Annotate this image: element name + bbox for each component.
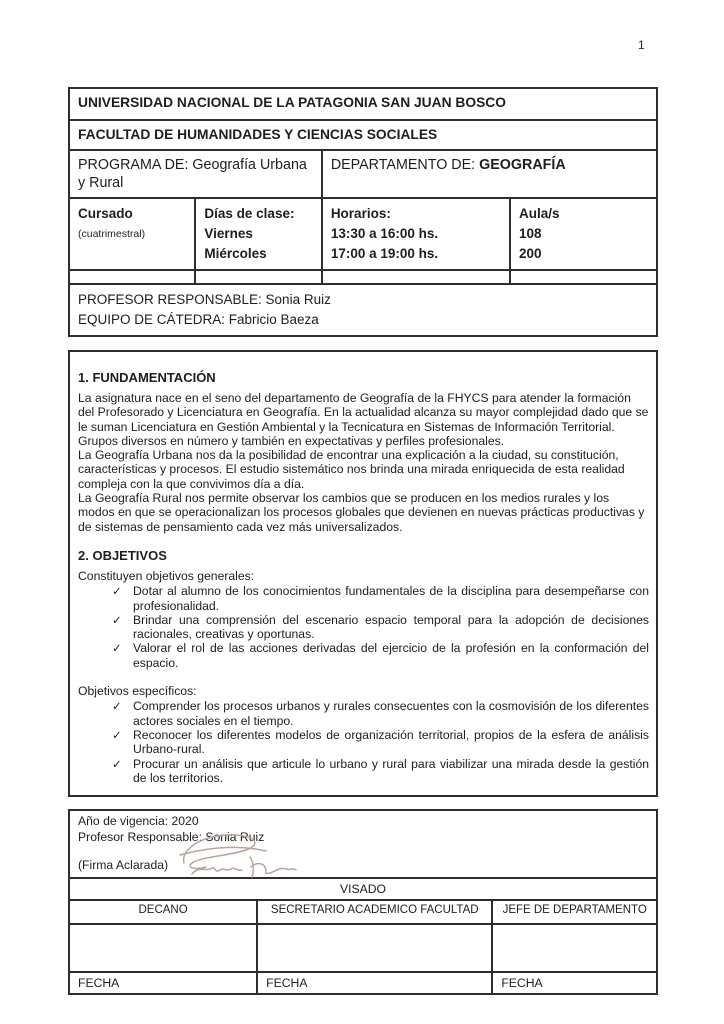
vigencia-line: Año de vigencia: 2020 xyxy=(78,814,199,829)
professor-line: PROFESOR RESPONSABLE: Sonia Ruiz xyxy=(78,292,331,307)
objetivo-text: Valorar el rol de las acciones derivadas del ejercicio de la profesión en la conformación del espacio. xyxy=(133,641,649,670)
objetivo-text: Reconocer los diferentes modelos de organización territorial, propios de la esfera de análisis Urbano-rural. xyxy=(133,727,649,757)
objetivos-general-intro: Constituyen objetivos generales: xyxy=(78,568,255,583)
cursado-note: (cuatrimestral) xyxy=(78,228,146,240)
room-item: 200 xyxy=(518,246,542,261)
team-line: EQUIPO DE CÁTEDRA: Fabricio Baeza xyxy=(78,312,319,327)
responsable-line: Profesor Responsable: Sonia Ruiz xyxy=(78,829,265,844)
objetivos-general-list xyxy=(112,584,649,670)
rooms-cell xyxy=(510,198,657,270)
faculty-title: FACULTAD DE HUMANIDADES Y CIENCIAS SOCIALES xyxy=(69,120,657,150)
department-cell xyxy=(322,150,657,198)
firma-label: (Firma Aclarada) xyxy=(78,858,169,873)
cursado-cell xyxy=(69,198,195,270)
university-title: UNIVERSIDAD NACIONAL DE LA PATAGONIA SAN JUAN BOSCO xyxy=(69,88,657,120)
days-label: Días de clase: xyxy=(204,206,295,221)
objetivo-text: Brindar una comprensión del escenario espacio temporal para la adopción de decisiones racionales, creativas y oportunas. xyxy=(133,612,649,642)
fundamentacion-paragraph: Grupos diversos en número y también en expectativas y perfiles profesionales. xyxy=(78,433,505,448)
day-item: Miércoles xyxy=(204,246,267,261)
check-icon: ✓ xyxy=(112,584,122,599)
hour-item: 17:00 a 19:00 hs. xyxy=(330,246,439,261)
check-icon: ✓ xyxy=(112,727,122,742)
fundamentacion-paragraph: La Geografía Urbana nos da la posibilidad de encontrar una explicación a la ciudad, su constitución, características y procesos. El estudio sistemático nos brinda una mirada enriquecida de esta realidad compleja con la que convivimos día a día. xyxy=(78,448,625,491)
objetivo-text: Dotar al alumno de los conocimientos fundamentales de la disciplina para desempeñarse con profesionalidad. xyxy=(133,584,649,613)
list-item xyxy=(112,757,649,786)
rooms-label: Aula/s xyxy=(518,206,560,221)
list-item xyxy=(112,641,649,670)
check-icon: ✓ xyxy=(112,756,122,771)
jefe-header: JEFE DE DEPARTAMENTO xyxy=(492,900,657,924)
list-item xyxy=(112,699,649,728)
objetivos-specific-intro: Objetivos específicos: xyxy=(78,684,197,699)
check-icon: ✓ xyxy=(112,641,122,656)
professor-cell xyxy=(69,284,657,336)
hour-item: 13:30 a 16:00 hs. xyxy=(330,226,439,241)
check-icon: ✓ xyxy=(112,699,122,714)
room-item: 108 xyxy=(518,226,542,241)
fecha-cell: FECHA xyxy=(69,972,257,994)
empty-cell xyxy=(510,270,657,284)
day-item: Viernes xyxy=(204,226,253,241)
empty-cell xyxy=(322,270,510,284)
department-value: GEOGRAFÍA xyxy=(479,157,566,173)
days-cell xyxy=(195,198,321,270)
check-icon: ✓ xyxy=(112,612,122,627)
empty-cell xyxy=(69,270,195,284)
objetivos-specific-list xyxy=(112,699,649,785)
fundamentacion-paragraph: La asignatura nace en el seno del departamento de Geografía de la FHYCS para atender la formación del Profesorado y Licenciatura en Geografía. En la actualidad alcanza su mayor complejidad dado que se le suman Licenciatura en Gestión Ambiental y la Tecnicatura en Sistemas de Información Territorial. xyxy=(78,391,649,434)
objetivos-title: 2. OBJETIVOS xyxy=(78,547,167,563)
list-item xyxy=(112,584,649,613)
decano-signature-space xyxy=(69,924,257,972)
fecha-cell: FECHA xyxy=(257,972,492,994)
list-item xyxy=(112,613,649,642)
secretario-header: SECRETARIO ACADEMICO FACULTAD xyxy=(257,900,492,924)
content-box xyxy=(68,350,658,797)
secretario-signature-space xyxy=(257,924,492,972)
department-label: DEPARTAMENTO DE: xyxy=(330,157,476,173)
jefe-signature-space xyxy=(492,924,657,972)
cursado-label: Cursado xyxy=(78,206,133,221)
fundamentacion-title: 1. FUNDAMENTACIÓN xyxy=(78,370,216,385)
empty-cell xyxy=(195,270,321,284)
footer-table xyxy=(68,809,658,995)
list-item xyxy=(112,728,649,757)
empty-row xyxy=(69,270,657,284)
fecha-cell: FECHA xyxy=(492,972,657,994)
signature-cell xyxy=(69,810,657,878)
page-number: 1 xyxy=(638,38,645,52)
fundamentacion-paragraph: La Geografía Rural nos permite observar los cambios que se producen en los medios rurales y los modos en que se operacionalizan los procesos globales que devienen en nuevas prácticas productivas y de sistemas de pensamiento cada vez más universalizados. xyxy=(78,491,645,534)
hours-cell xyxy=(322,198,510,270)
objetivo-text: Comprender los procesos urbanos y rurales consecuentes con la cosmovisión de los diferentes actores sociales en el tiempo. xyxy=(133,699,649,728)
signature-space-row xyxy=(69,924,657,972)
decano-header: DECANO xyxy=(69,900,257,924)
program-label: PROGRAMA DE: xyxy=(78,157,189,173)
signature-image xyxy=(162,829,322,881)
program-cell xyxy=(69,150,322,198)
program-value: Geografía Urbana y Rural xyxy=(78,157,307,191)
hours-label: Horarios: xyxy=(330,206,391,221)
objetivo-text: Procurar un análisis que articule lo urbano y rural para viabilizar una mirada desde la gestión de los territorios. xyxy=(133,756,649,785)
visado-header: VISADO xyxy=(69,878,657,900)
header-table xyxy=(68,87,658,337)
